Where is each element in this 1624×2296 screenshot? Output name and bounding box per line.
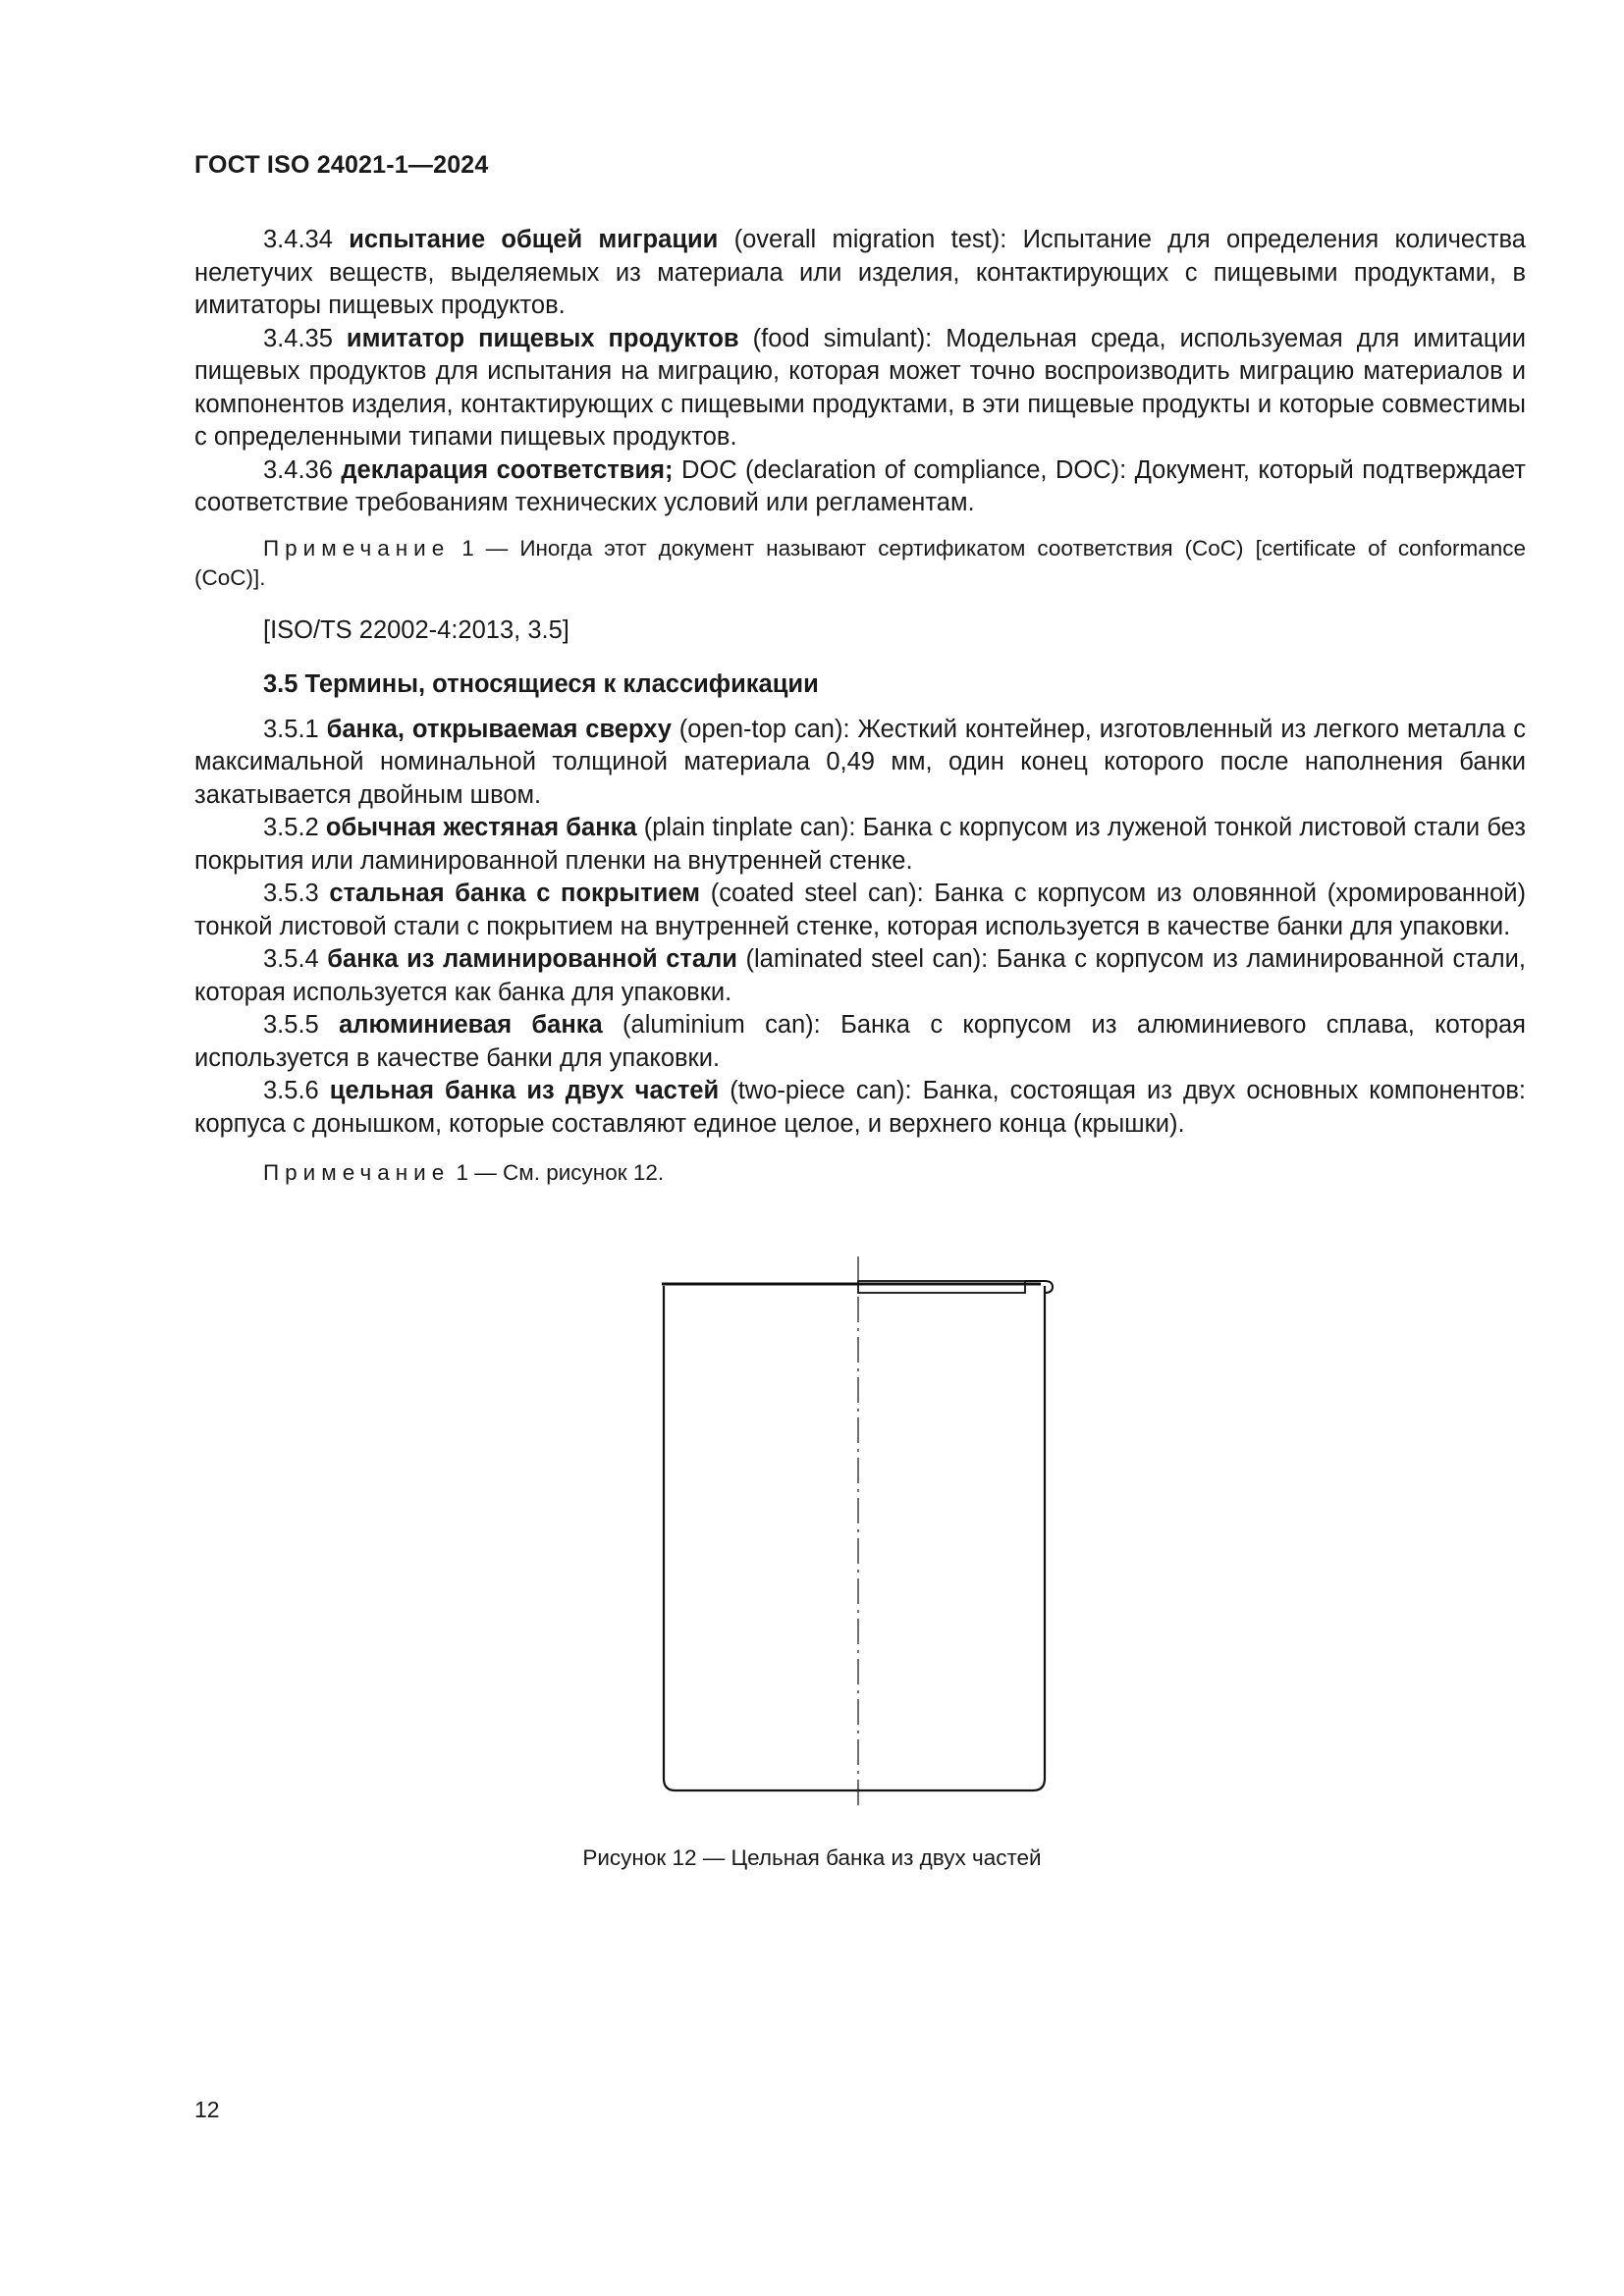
term-number: 3.4.35 (263, 324, 333, 352)
term-3-5-1 (194, 714, 1526, 813)
source-reference: [ISO/TS 22002-4:2013, 3.5] (263, 615, 569, 644)
term-name: декларация соответствия; (341, 455, 674, 484)
document-body (194, 224, 1526, 1188)
term-3-5-4 (194, 943, 1526, 1009)
term-name: испытание общей миграции (349, 226, 719, 253)
term-name: имитатор пищевых продуктов (346, 324, 739, 352)
two-piece-can-figure (648, 1249, 1070, 1808)
term-definition: (overall migration test): Испытание для определения количества нелетучих веществ, выделяемых из материала или изделия, контактирующих с пищевыми продуктами, в имитаторы пищевых продуктов. (194, 226, 1526, 319)
term-name: алюминиевая банка (339, 1011, 603, 1039)
page-number: 12 (194, 2097, 220, 2122)
term-definition: (aluminium can): Банка с корпусом из алюминиевого сплава, которая используется в качестве банки для упаковки. (194, 1011, 1526, 1072)
term-definition: (coated steel can): Банка с корпусом из оловянной (хромированной) тонкой листовой стали с покрытием на внутренней стенке, которая используется в качестве банки для упаковки. (194, 880, 1526, 940)
term-3-4-35 (194, 323, 1526, 454)
note-label: Примечание (263, 1160, 451, 1185)
term-number: 3.5.2 (263, 814, 319, 841)
term-3-5-3 (194, 878, 1526, 943)
document-header: ГОСТ ISO 24021-1—2024 (194, 151, 489, 179)
term-3-5-2 (194, 812, 1526, 878)
section-title-3-5: 3.5 Термины, относящиеся к классификации (263, 670, 819, 698)
term-definition: (plain tinplate can): Банка с корпусом из луженой тонкой листовой стали без покрытия или ламинированной пленки на внутренней стенке. (194, 814, 1526, 875)
term-definition: DOC (declaration of compliance, DOC): Документ, который подтверждает соответствие требованиям технических условий или регламентам. (194, 455, 1526, 516)
term-number: 3.5.6 (263, 1077, 319, 1104)
term-number: 3.5.1 (263, 715, 319, 743)
can-body-outline (664, 1286, 1045, 1790)
term-number: 3.4.34 (263, 226, 333, 253)
term-name: банка, открываемая сверху (326, 715, 672, 743)
term-number: 3.5.5 (263, 1011, 319, 1039)
note-text: 1 — См. рисунок 12. (450, 1160, 665, 1185)
term-3-4-34 (194, 224, 1526, 323)
term-number: 3.5.4 (263, 945, 319, 973)
figure-caption: Рисунок 12 — Цельная банка из двух частей (582, 1845, 1042, 1870)
term-3-4-36 (194, 454, 1526, 520)
note-3-5-6 (194, 1158, 1526, 1188)
term-name: обычная жестяная банка (325, 814, 637, 841)
term-definition: (open-top can): Жесткий контейнер, изготовленный из легкого металла с максимальной номинальной толщиной материала 0,49 мм, один конец которого после наполнения банки закатывается двойным швом. (194, 715, 1526, 809)
term-name: банка из ламинированной стали (327, 945, 737, 973)
term-3-5-6 (194, 1075, 1526, 1141)
term-definition: (food simulant): Модельная среда, используемая для имитации пищевых продуктов для испытания на миграцию, которая может точно воспроизводить миграцию материалов и компонентов изделия, контактирующих с пищевыми продуктами, в эти пищевые продукты и которые совместимы с определенными типами пищевых продуктов. (194, 324, 1527, 451)
term-number: 3.4.36 (263, 455, 333, 484)
term-name: стальная банка с покрытием (329, 880, 701, 907)
term-number: 3.5.3 (263, 880, 319, 907)
term-3-5-5 (194, 1009, 1526, 1075)
term-definition: (laminated steel can): Банка с корпусом из ламинированной стали, которая используется как банка для упаковки. (194, 945, 1526, 1006)
note-label: Примечание (263, 535, 451, 561)
term-definition: (two-piece can): Банка, состоящая из двух основных компонентов: корпуса с донышком, которые составляют единое целое, и верхнего конца (крышки). (194, 1077, 1526, 1138)
term-name: цельная банка из двух частей (329, 1077, 720, 1104)
note-3-4-36 (194, 534, 1526, 593)
note-text: 1 — Иногда этот документ называют сертификатом соответствия (CoC) [certificate of conformance (CoC)]. (194, 535, 1526, 590)
